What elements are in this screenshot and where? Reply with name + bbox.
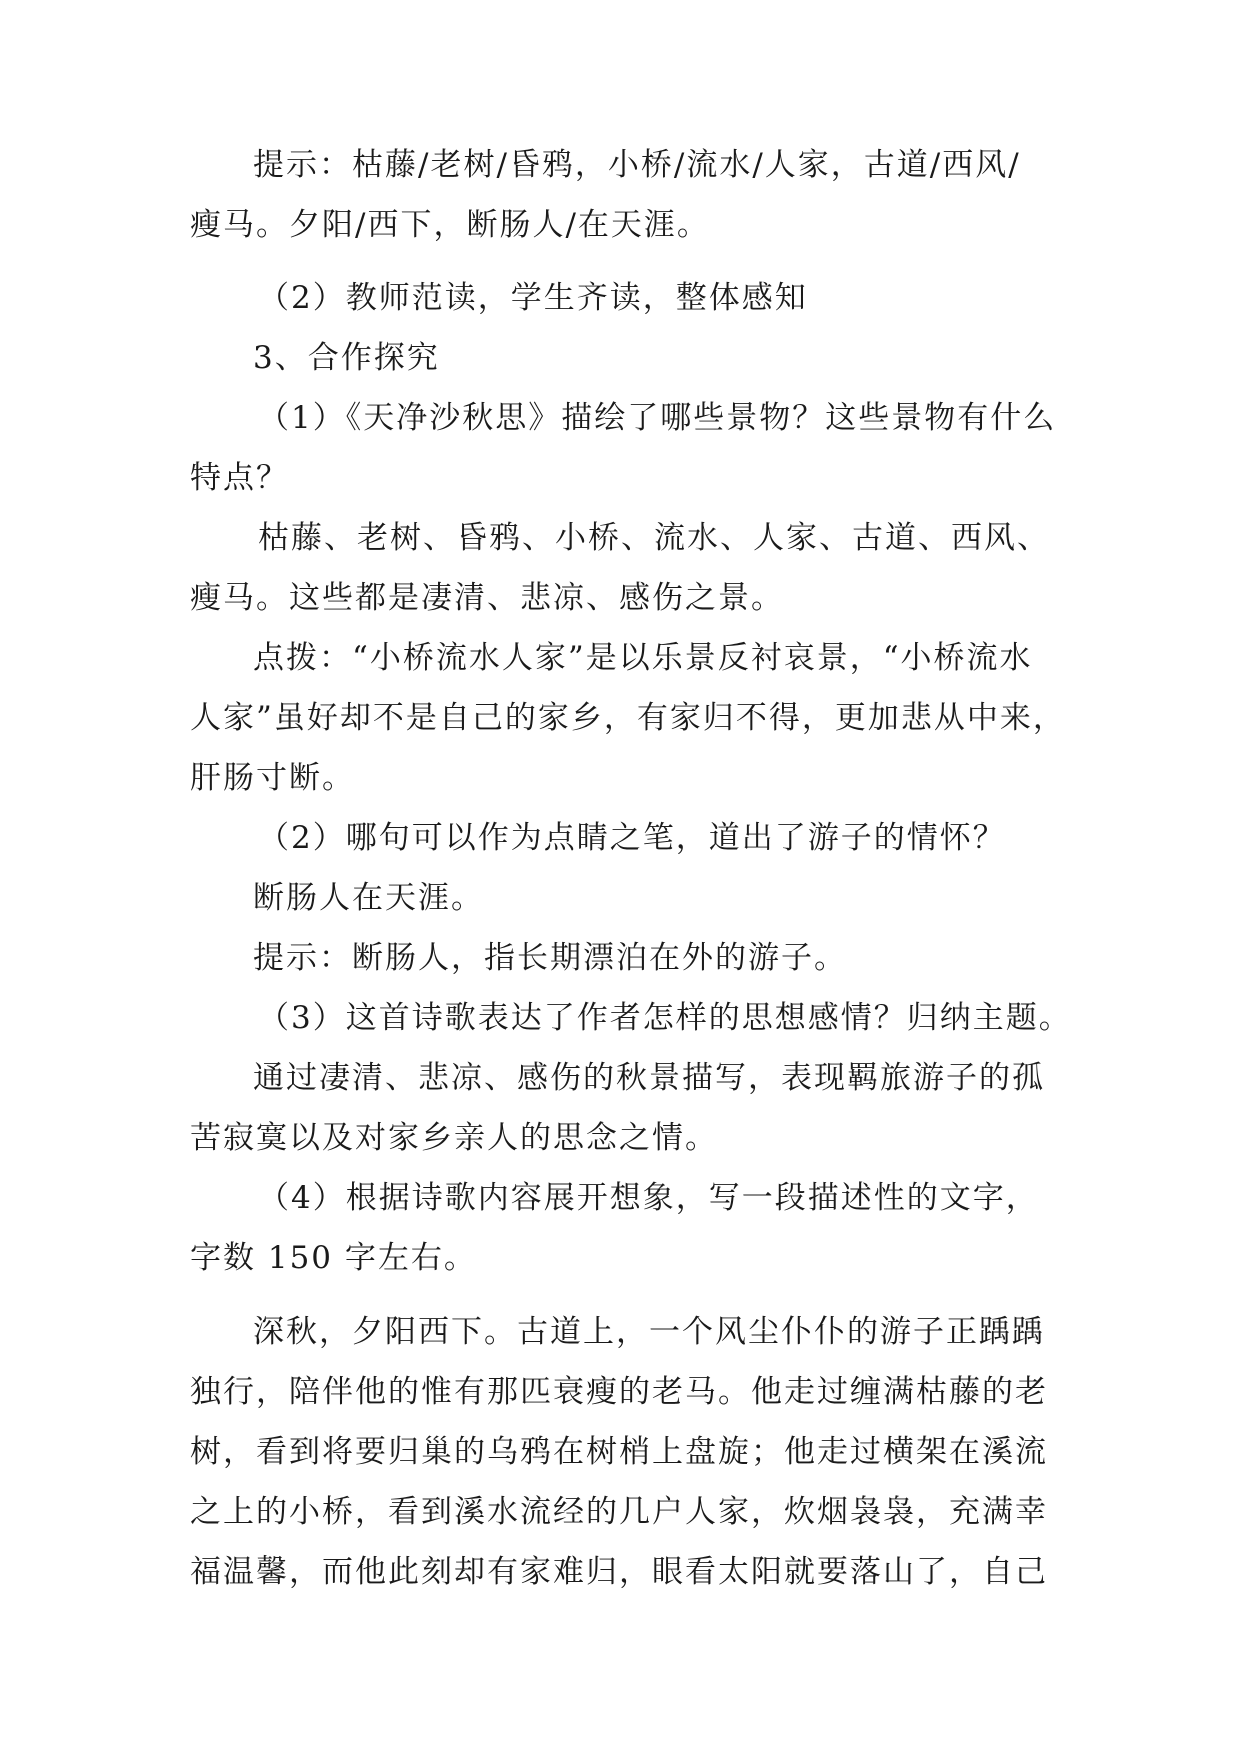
text-line: （4）根据诗歌内容展开想象，写一段描述性的文字， (258, 1180, 1039, 1216)
text-line: （3）这首诗歌表达了作者怎样的思想感情？归纳主题。 (258, 1000, 1072, 1036)
text-line: 3、合作探究 (253, 340, 440, 376)
text-line: 瘦马。夕阳/西下，断肠人/在天涯。 (190, 207, 710, 243)
text-line: （2）哪句可以作为点睛之笔，道出了游子的情怀？ (258, 820, 1006, 856)
text-line: 断肠人在天涯。 (253, 880, 484, 916)
text-line: 人家”虽好却不是自己的家乡，有家归不得，更加悲从中来， (190, 700, 1066, 736)
text-line: （1）《天净沙秋思》描绘了哪些景物？这些景物有什么 (258, 400, 1057, 436)
text-line: 瘦马。这些都是凄清、悲凉、感伤之景。 (190, 580, 784, 616)
text-line: 枯藤、老树、昏鸦、小桥、流水、人家、古道、西风、 (258, 520, 1050, 556)
text-line: 苦寂寞以及对家乡亲人的思念之情。 (190, 1120, 718, 1156)
text-line: 字数 150 字左右。 (190, 1240, 477, 1276)
text-line: 树，看到将要归巢的乌鸦在树梢上盘旋；他走过横架在溪流 (190, 1434, 1048, 1470)
text-line: 提示：枯藤/老树/昏鸦，小桥/流水/人家，古道/西风/ (253, 147, 1021, 183)
text-line: （2）教师范读，学生齐读，整体感知 (258, 280, 808, 316)
text-line: 独行，陪伴他的惟有那匹衰瘦的老马。他走过缠满枯藤的老 (190, 1374, 1048, 1410)
text-line: 特点？ (190, 460, 289, 496)
text-line: 通过凄清、悲凉、感伤的秋景描写，表现羁旅游子的孤 (253, 1060, 1045, 1096)
text-line: 福温馨，而他此刻却有家难归，眼看太阳就要落山了，自己 (190, 1554, 1048, 1590)
text-line: 肝肠寸断。 (190, 760, 355, 796)
text-line: 深秋，夕阳西下。古道上，一个风尘仆仆的游子正踽踽 (253, 1314, 1045, 1350)
text-line: 提示：断肠人，指长期漂泊在外的游子。 (253, 940, 847, 976)
text-line: 点拨：“小桥流水人家”是以乐景反衬哀景，“小桥流水 (253, 640, 1033, 676)
text-line: 之上的小桥，看到溪水流经的几户人家，炊烟袅袅，充满幸 (190, 1494, 1048, 1530)
